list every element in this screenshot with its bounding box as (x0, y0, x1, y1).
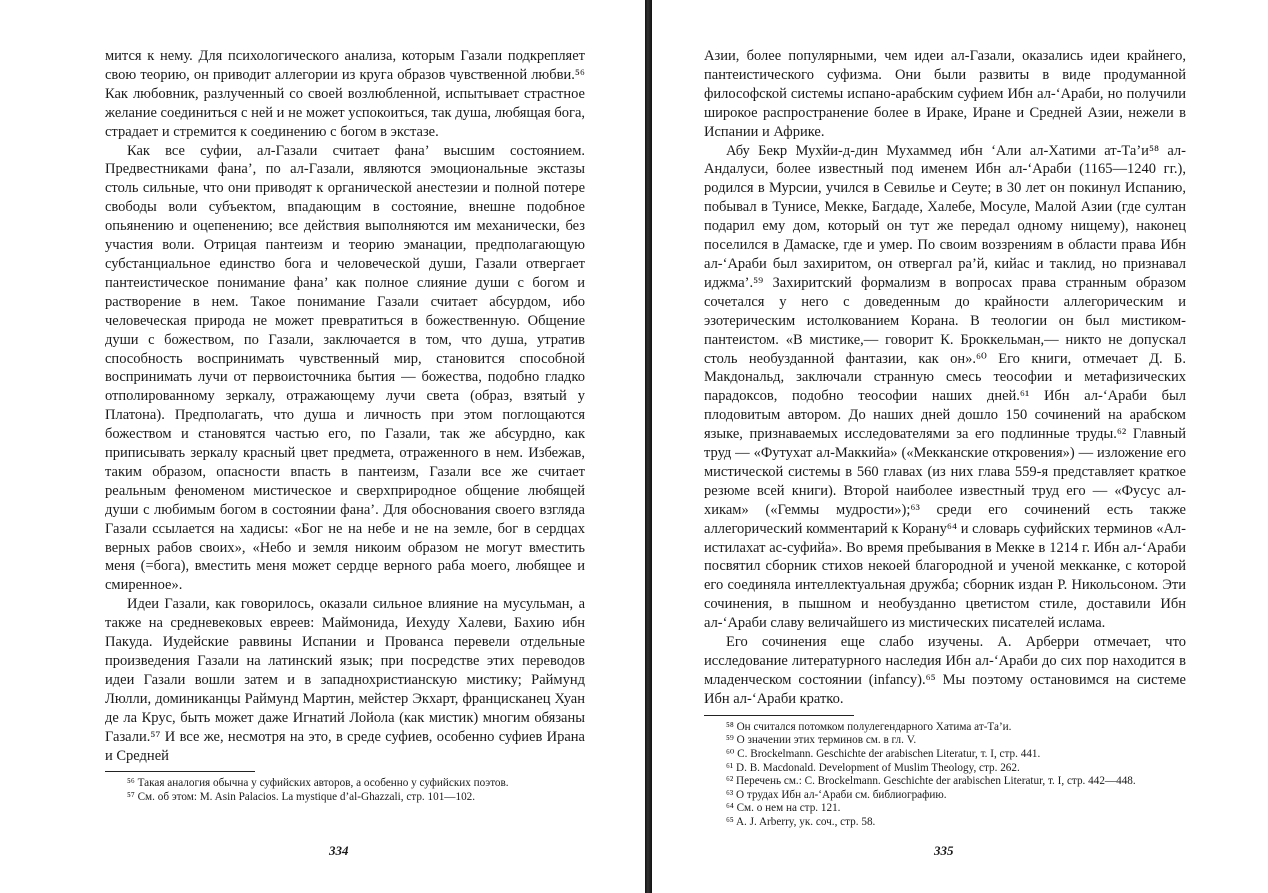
left-footnote-57: ⁵⁷ См. об этом: M. Asin Palacios. La mystique d’al-Ghazzali, стр. 101—102. (127, 791, 476, 804)
right-footnote-rule (704, 715, 854, 716)
right-footnote-60: ⁶⁰ C. Brockelmann. Geschichte der arabischen Literatur, т. I, стр. 441. (726, 747, 1041, 760)
left-footnote-rule (105, 771, 255, 772)
right-footnote-64: ⁶⁴ См. о нем на стр. 121. (726, 802, 841, 815)
right-footnote-63: ⁶³ О трудах Ибн ал-‘Араби см. библиографию. (726, 788, 947, 801)
right-footnote-62: ⁶² Перечень см.: C. Brockelmann. Geschichte der arabischen Literatur, т. I, стр. 442—448. (726, 775, 1136, 788)
left-text-column (105, 47, 585, 805)
right-footnote-61: ⁶¹ D. B. Macdonald. Development of Muslim Theology, стр. 262. (726, 761, 1020, 774)
right-paragraph-3: Его сочинения еще слабо изучены. А. Арберри отмечает, что исследование литературного наследия Ибн ал-‘Араби до сих пор находится в младенческом состоянии (infancy).⁶⁵ Мы поэтому остановимся на системе Ибн ал-‘Араби кратко. (704, 634, 1186, 707)
left-paragraph-1: мится к нему. Для психологического анализа, которым Газали подкрепляет свою теорию, он приводит аллегории из круга образов чувственной любви.⁵⁶ Как любовник, разлученный со своей возлюбленной, испытывает страстное желание соединиться с ней и не может успокоиться, так душа, любящая бога, страдает и стремится к соединению с богом в экстазе. (105, 48, 585, 140)
right-page-number: 335 (934, 843, 954, 858)
right-paragraph-2: Абу Бекр Мухйи-д-дин Мухаммед ибн ‘Али ал-Хатими ат-Та’и⁵⁸ ал-Андалуси, более известный под именем Ибн ал-‘Араби (1165—1240 гг.), родился в Мурсии, учился в Севилье и Сеуте; в 30 лет он покинул Испанию, побывал в Тунисе, Мекке, Багдаде, Халебе, Мосуле, Малой Азии (где султан подарил ему дом, который он тут же передал одному нищему), наконец поселился в Дамаске, где и умер. По своим воззрениям в области права Ибн ал-‘Араби был захиритом, он отвергал ра’й, кийас и таклид, но признавал иджма’.⁵⁹ Захиритский формализм в вопросах права странным образом сочетался у него с доведенным до крайности аллегорическим и эзотерическим истолкованием Корана. В теологии он был мистиком-пантеистом. «В мистике,— говорит К. Броккельман,— никто не допускал столь необузданной фантазии, как он».⁶⁰ Его книги, отмечает Д. Б. Макдональд, заключали странную смесь теософии и метафизических парадоксов, подобно теософии наших дней.⁶¹ Ибн ал-‘Араби был плодовитым автором. До наших дней дошло 150 сочинений на арабском языке, признаваемых исследователями за его подлинные труды.⁶² Главный труд — «Футухат ал-Маккийа» («Мекканские откровения») — изложение его мистической системы в 560 главах (из них глава 559-я представляет краткое резюме всей книги). Второй наиболее известный труд его — «Фусус ал-хикам» («Геммы мудрости»);⁶³ среди его сочинений есть также аллегорический комментарий к Корану⁶⁴ и словарь суфийских терминов «Ал-истилахат ас-суфийа». Во время пребывания в Мекке в 1214 г. Ибн ал-‘Араби посвятил сборник стихов некоей благородной и ученой мекканке, с которой его соединяла интеллектуальная дружба; сборник издан Р. Никольсоном. Эти сочинения, в пышном и необузданно цветистом стиле, доставили Ибн ал-‘Араби славу величайшего из мистических писателей ислама. (704, 142, 1186, 632)
left-footnote-56: ⁵⁶ Такая аналогия обычна у суфийских авторов, а особенно у суфийских поэтов. (127, 777, 509, 790)
right-footnote-65: ⁶⁵ A. J. Arberry, ук. соч., стр. 58. (726, 815, 876, 828)
right-footnote-58: ⁵⁸ Он считался потомком полулегендарного Хатима ат-Та’и. (726, 720, 1012, 733)
right-footnote-59: ⁵⁹ О значении этих терминов см. в гл. V. (726, 734, 917, 747)
left-page-number: 334 (329, 843, 349, 858)
right-text-column (704, 47, 1186, 829)
right-page (634, 0, 1268, 893)
left-paragraph-2: Как все суфии, ал-Газали считает фана’ высшим состоянием. Предвестниками фана’, по ал-Газали, являются эмоциональные экстазы столь сильные, что они приводят к органической анестезии и полной потере свободы воли субъектом, впадающим в состояние, внешне подобное опьянению и оцепенению; все действия выполняются им механически, без участия воли. Отрицая пантеизм и теорию эманации, предполагающую субстанциальное единство бога и человеческой души, Газали отвергает пантеистическое понимание фана’ как полное слияние души с богом и растворение в нем. Такое понимание Газали считает абсурдом, ибо человеческая природа не может превратиться в божественную. Общение души с божеством, по Газали, заключается в том, что душа, утратив способность воспринимать чувственный мир, становится способной воспринимать лучи от первоисточника бытия — божества, подобно гладко отполированному зеркалу, отражающему лучи света (образ, взятый у Платона). Предполагать, что душа и личность при этом поглощаются божеством и становятся частью его, по Газали, так же абсурдно, как приписывать зеркалу красный цвет предмета, отраженного в нем. Избежав, таким образом, опасности впасть в пантеизм, Газали все же считает реальным феноменом мистическое и сверхприродное общение любящей души с любимым богом в состоянии фана’. Для обоснования своего взгляда Газали ссылается на хадисы: «Бог не на небе и не на земле, бог в сердцах верных рабов своих», «Небо и земля никоим образом не могут вместить меня (=бога), вместить меня может сердце верного раба моего, любящее и смиренное». (105, 142, 585, 594)
left-paragraph-3: Идеи Газали, как говорилось, оказали сильное влияние на мусульман, а также на средневековых евреев: Маймонида, Иехуду Халеви, Бахию ибн Пакуда. Иудейские раввины Испании и Прованса перевели отдельные произведения Газали на латинский язык; при посредстве этих переводов идеи Газали вошли затем и в западнохристианскую мистику; Раймунд Люлли, доминиканцы Раймунд Мартин, мейстер Экхарт, францисканец Хуан де ла Крус, быть может даже Игнатий Лойола (как мистик) многим обязаны Газали.⁵⁷ И все же, несмотря на это, в среде суфиев, особенно суфиев Ирана и Средней (105, 596, 585, 764)
right-paragraph-1: Азии, более популярными, чем идеи ал-Газали, оказались идеи крайнего, пантеистического суфизма. Они были развиты в виде продуманной философской системы испано-арабским суфием Ибн ал-‘Араби, но получили широкое распространение более в Ираке, Иране и Средней Азии, нежели в Испании и Африке. (704, 48, 1186, 140)
